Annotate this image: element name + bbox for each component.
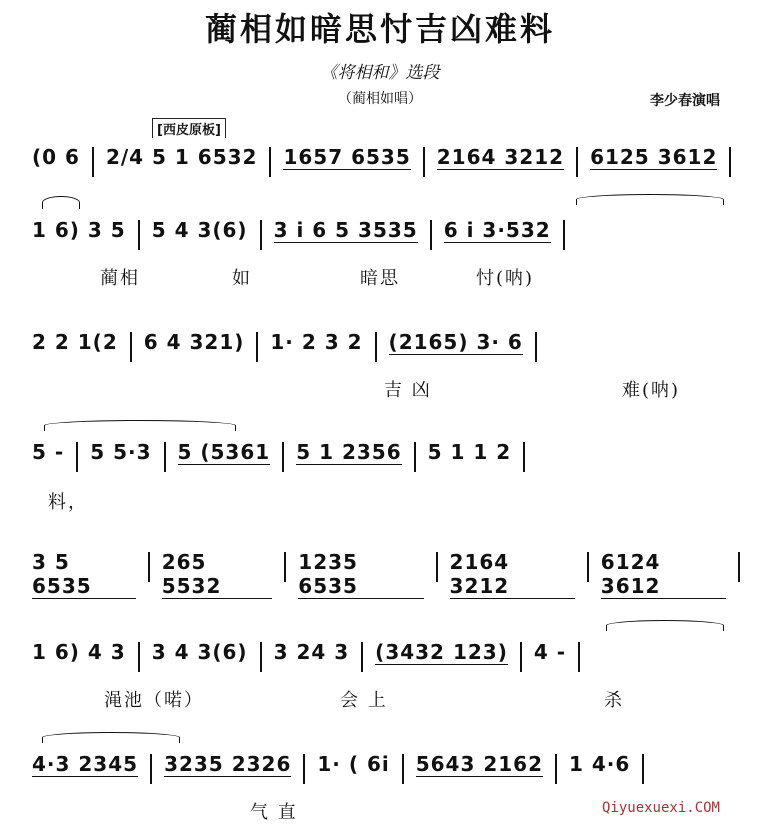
lyric: 如 — [232, 268, 252, 289]
measure — [20, 218, 138, 242]
note-group: 5643 2162 — [415, 752, 544, 776]
measure — [262, 640, 362, 664]
note-group: 5 1 1 2 — [427, 440, 512, 464]
note-group: 3 5 6535 — [32, 550, 136, 599]
lyric: 料， — [48, 492, 88, 513]
lyric: 杀 — [604, 690, 624, 711]
lyric: 蔺相 — [100, 268, 140, 289]
note-group: (0 6 — [32, 145, 80, 169]
note-group: 4 - — [533, 640, 567, 664]
note-group: 1· ( 6i — [317, 752, 390, 776]
lyric: 气 直 — [250, 802, 298, 823]
opera-subtitle: 《将相和》选段 — [320, 63, 440, 83]
lyric: 吉 凶 — [384, 380, 432, 401]
note-group: 4·3 2345 — [32, 752, 139, 776]
lyric: 难(呐) — [622, 380, 681, 401]
note-group: (3432 123) — [375, 640, 508, 664]
measure — [589, 550, 738, 599]
measure — [258, 330, 374, 354]
measure — [20, 640, 138, 664]
note-group: 3 24 3 — [273, 640, 350, 664]
note-group: 265 5532 — [162, 550, 273, 599]
lyric: 暗思 — [360, 268, 400, 289]
slur-mark — [44, 420, 236, 431]
score-line-2 — [20, 218, 740, 250]
note-group: 2 2 1(2 — [32, 330, 118, 354]
note-group: 6125 3612 — [590, 145, 718, 169]
note-group: 6124 3612 — [601, 550, 726, 599]
measure — [363, 640, 520, 665]
role-note: （蔺相如唱） — [338, 91, 422, 107]
measure — [262, 218, 430, 243]
slur-mark — [576, 194, 724, 205]
barline — [563, 220, 565, 250]
barline — [738, 552, 740, 582]
score-line-6 — [20, 640, 740, 672]
note-group: 3 i 6 5 3535 — [273, 218, 418, 242]
measure — [20, 550, 148, 599]
measure — [305, 752, 401, 776]
note-group: 6 i 3·532 — [443, 218, 551, 242]
note-group: (2165) 3· 6 — [388, 330, 523, 354]
note-group: 1235 6535 — [298, 550, 423, 599]
tempo-banner: [西皮原板] — [152, 118, 226, 138]
score-line-4 — [20, 440, 740, 472]
note-group: 3 4 3(6) — [151, 640, 248, 664]
measure — [425, 145, 576, 170]
page-title: 蔺相如暗思忖吉凶难料 — [204, 10, 555, 48]
barline — [578, 642, 580, 672]
measure — [404, 752, 555, 777]
measure — [438, 550, 587, 599]
measure — [286, 550, 435, 599]
measure — [432, 218, 563, 243]
score-line-7 — [20, 752, 740, 784]
barline — [523, 442, 525, 472]
measure — [20, 440, 76, 464]
note-group: 5 - — [32, 440, 65, 464]
barline — [729, 147, 731, 177]
measure — [140, 218, 260, 242]
watermark: Qiyuexuexi.COM — [601, 800, 720, 816]
barline — [535, 332, 537, 362]
note-group: 2/4 5 1 6532 — [105, 145, 258, 169]
measure — [20, 752, 150, 777]
measure — [94, 145, 270, 169]
note-group: 2164 3212 — [436, 145, 565, 169]
measure — [150, 550, 285, 599]
note-group: 6 4 321) — [143, 330, 245, 354]
measure — [284, 440, 413, 465]
note-group: 5 1 2356 — [296, 440, 402, 464]
note-group: 2164 3212 — [450, 550, 575, 599]
slur-mark — [42, 732, 180, 743]
lyric: 渑池（喏） — [104, 690, 204, 711]
lyric: 会 上 — [340, 690, 388, 711]
note-group: 1 4·6 — [569, 752, 631, 776]
singer-credit: 李少春演唱 — [650, 93, 720, 109]
measure — [557, 752, 642, 776]
note-group: 1· 2 3 2 — [270, 330, 363, 354]
slur-mark — [606, 620, 724, 631]
measure — [140, 640, 260, 664]
note-group: 1 6) 3 5 — [32, 218, 126, 242]
measure — [152, 752, 303, 777]
measure — [20, 330, 130, 354]
measure — [132, 330, 257, 354]
measure — [271, 145, 422, 170]
measure — [78, 440, 163, 464]
score-line-1 — [20, 145, 740, 177]
note-group: 5 (5361 — [177, 440, 271, 464]
score-line-3 — [20, 330, 740, 362]
slur-mark — [42, 196, 80, 209]
note-group: 5 5·3 — [90, 440, 152, 464]
note-group: 1 6) 4 3 — [32, 640, 126, 664]
note-group: 5 4 3(6) — [151, 218, 248, 242]
measure — [416, 440, 524, 464]
note-group: 3235 2326 — [164, 752, 292, 776]
measure — [522, 640, 578, 664]
score-line-5 — [20, 550, 740, 599]
lyric: 忖(呐) — [476, 268, 535, 289]
measure — [578, 145, 729, 170]
note-group: 1657 6535 — [283, 145, 411, 169]
barline — [642, 754, 644, 784]
measure — [377, 330, 535, 355]
measure — [166, 440, 283, 465]
measure — [20, 145, 92, 169]
